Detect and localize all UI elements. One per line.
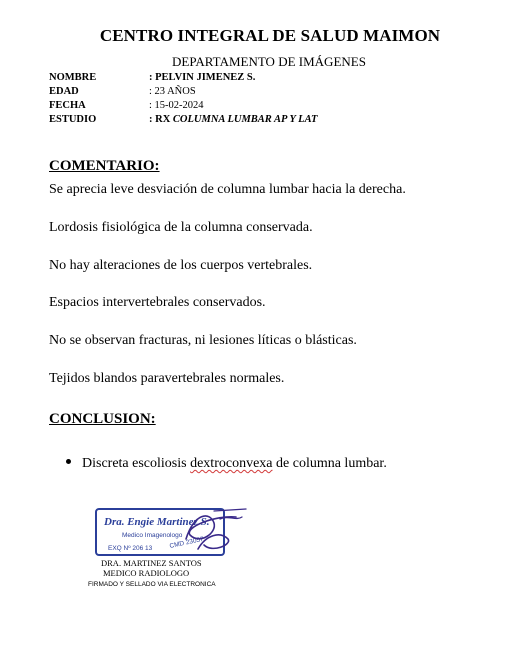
electronic-sign-note: FIRMADO Y SELLADO VIA ELECTRONICA bbox=[88, 581, 216, 588]
field-estudio-value: COLUMNA LUMBAR AP Y LAT bbox=[172, 114, 318, 125]
signer-role: MEDICO RADIOLOGO bbox=[103, 568, 190, 578]
institution-title: CENTRO INTEGRAL DE SALUD MAIMON bbox=[99, 26, 441, 45]
field-estudio-prefix: : RX bbox=[149, 114, 173, 125]
field-estudio-value-wrap bbox=[149, 114, 317, 126]
conclusion-text-after: de columna lumbar. bbox=[272, 456, 387, 471]
field-estudio-label: ESTUDIO bbox=[49, 114, 97, 125]
stamp-role-text: Medico Imagenologo bbox=[122, 532, 183, 539]
spellcheck-flagged-word: dextroconvexa bbox=[190, 456, 273, 471]
field-fecha-value: : 15-02-2024 bbox=[149, 100, 204, 111]
signer-name: DRA. MARTINEZ SANTOS bbox=[101, 558, 202, 568]
stamp-exq-text: EXQ Nº 206 13 bbox=[108, 545, 153, 552]
field-edad-value: : 23 AÑOS bbox=[149, 86, 196, 97]
comentario-line: No hay alteraciones de los cuerpos vertebrales. bbox=[49, 258, 313, 273]
field-fecha-label: FECHA bbox=[49, 100, 86, 111]
field-nombre-label: NOMBRE bbox=[49, 72, 97, 83]
comentario-line: Espacios intervertebrales conservados. bbox=[49, 295, 266, 310]
department-subtitle: DEPARTAMENTO DE IMÁGENES bbox=[172, 54, 366, 69]
bullet-dot-icon bbox=[66, 459, 71, 464]
stamp-graphic bbox=[86, 505, 247, 561]
conclusion-bullet-item bbox=[66, 456, 387, 472]
field-edad-label: EDAD bbox=[49, 86, 79, 97]
comentario-line: No se observan fracturas, ni lesiones líticas o blásticas. bbox=[49, 333, 357, 348]
stamp-cmd-text: CMD 23057 bbox=[168, 535, 205, 550]
conclusion-heading: CONCLUSION: bbox=[49, 411, 156, 427]
comentario-heading: COMENTARIO: bbox=[49, 158, 160, 174]
comentario-line: Lordosis fisiológica de la columna conservada. bbox=[49, 220, 313, 235]
comentario-line: Tejidos blandos paravertebrales normales. bbox=[49, 371, 285, 386]
stamp-name-text: Dra. Engie Martinez S. bbox=[104, 516, 210, 528]
comentario-line: Se aprecia leve desviación de columna lumbar hacia la derecha. bbox=[49, 182, 406, 197]
field-nombre-value: : PELVIN JIMENEZ S. bbox=[149, 72, 256, 83]
conclusion-text-before: Discreta escoliosis bbox=[82, 456, 191, 471]
signature-stamp-image bbox=[86, 505, 247, 591]
